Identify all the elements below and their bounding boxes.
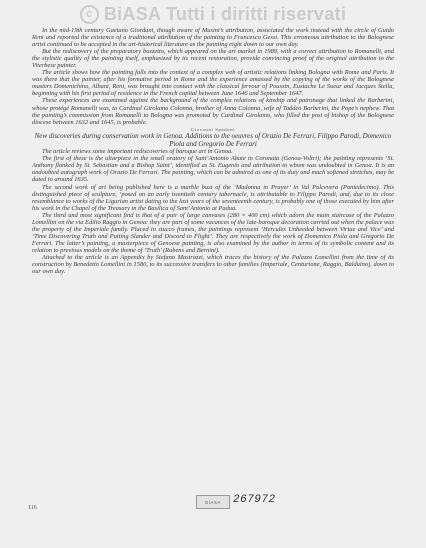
- abstract-paragraph: The first of these is the altarpiece in the small oratory of Sant’Antonio Abate in Coronata (Genoa-Voltri); the painting represents ‘St. Anthony flanked by St. Sebastian and a Bishop Saint’, identified as St. Eugenio and attribution to whom was undoubted in Genoa. It is an undoubted autograph work of Orazio De Ferrari. The painting, which can be admired as one of its duty and much softened stretches, may be dated to around 1635.: [32, 155, 394, 184]
- library-stamp: [196, 495, 230, 509]
- abstract-paragraph: These experiences are examined against the background of the complex relations of kinship and patronage that linked the Barberini, whose protégé Romanelli was, to Cardinal Girolamo Colonna, brother of Anna Colonna, wife of Taddeo Barberini, the Pope’s nephew. That the painting’s commission from Romanelli to Bologna was promoted by Cardinal Girolamo, who filled the post of bishop of the Bolognese diocese between 1632 and 1645, is probable.: [32, 97, 394, 126]
- stamp-label: BIASA: [205, 499, 221, 505]
- page-number: 116: [28, 505, 37, 511]
- article-author: Giovanni Spadoni: [190, 126, 236, 132]
- abstract-paragraph: The article shows how the painting falls into the context of a complex web of artistic relations linking Bologna with Rome and Paris. It was there that the painter, after his formative period in Rome and the experience amassed by the copying of the works of the Bolognese masters Domenichino, Albani, Reni, was brought into contact with the classical fervour of Poussin, Eustache Le Sueur and Jacques Stella, beginning with his first period of residence in the French capital between June 1646 and September 1647.: [32, 69, 394, 98]
- watermark-text: BiASA Tutti i diritti riservati: [103, 3, 347, 24]
- article-title: New discoveries during conservation work in Genoa. Additions to the oeuvres of Orazio De Ferrari, Filippo Parodi, Domenico Piola and Gregorio De Ferrari: [34, 131, 392, 148]
- copyright-watermark: [0, 3, 426, 25]
- abstract-paragraph: The second work of art being published here is a marble bust of the ‘Madonna in Prayer’ in Val Polcevera (Pontedecimo). This distinguished piece of sculpture, ‘posed on an early twentieth century tabernacle, is attributable to Filippo Parodi, and, due to its close resemblance to works of the Ligurian artist dating to the last years of the seventeenth century, is probably one of those executed by him after his work in the Chapel of the Treasury in the Basilica of Sant’Antonio at Padua.: [32, 183, 394, 212]
- abstract-paragraph: Attached to the article is an Appendix by Stefano Mastrazzi, which traces the history of the Palazzo Lomellini from the time of its construction by Benedetto Lomellini in 1580, to its successive transfers to other families (Imperiale, Centurione, Raggio, Balduino), down to our own day.: [32, 254, 394, 276]
- copyright-icon: c: [80, 5, 99, 24]
- abstract-paragraph: The article reviews some important rediscoveries of baroque art in Genoa.: [42, 148, 233, 156]
- abstract-paragraph: In the mid-19th century Gaetano Giordani, though aware of Musini’s attribution, associated the work instead with the circle of Guido Reni and reported the existence of a traditional attribution of the painting to Francesco Gessi. This erroneous attribution to the Bolognese artist continued to be accepted in the art-historical literature as the painting eight down to our own day.: [32, 27, 394, 49]
- abstract-paragraph: But the rediscovery of the preparatory bozzetto, which appeared on the art market in 1989, with a correct attribution to Romanelli, and the stylistic quality of the painting itself, emphasized by its recent restoration, provide convincing proof of the original attribution to the Viterbese painter.: [32, 48, 394, 70]
- page-text-column: [32, 27, 394, 275]
- abstract-paragraph: The third and most significant find is that of a pair of large canvases (280 × 400 cm) which adorn the main staircase of the Palazzo Lomellini on the via Edilio Raggio in Genoa: they are part of some vacances of the late-baroque decoration carried out when the palace was the property of the Imperiale family. Placed in stucco frames, the paintings represent ‘Hercules Unheeded between Virtue and Vice’ and ‘Time Discovering Truth and Putting Slander and Discord to Flight’. They are respectively the work of Domenico Piola and Gregorio De Ferrari. The latter’s painting, a masterpiece of Genoese painting, is also examined by the author in terms of its symbolic content and its relation to previous models on the theme of ‘Truth’ (Rubens and Bernini).: [32, 211, 394, 254]
- inventory-number: 267972: [233, 494, 276, 506]
